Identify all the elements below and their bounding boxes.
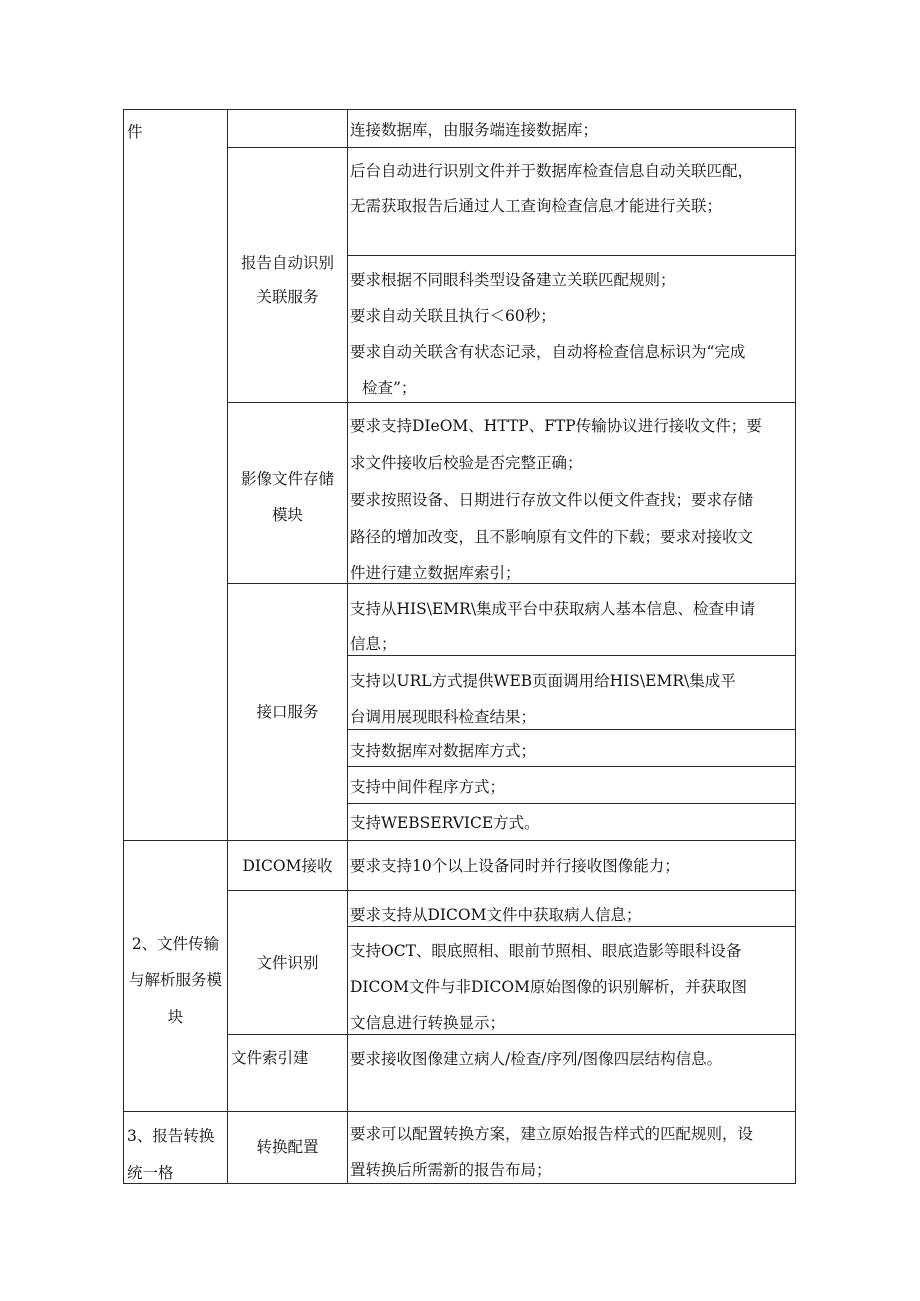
section-divider — [123, 840, 796, 841]
requirement-text: 要求按照设备、日期进行存放文件以便文件查找；要求存储 — [350, 491, 754, 509]
requirement-text: 信息； — [350, 635, 397, 653]
requirement-text: 要求自动关联且执行＜60秒； — [350, 307, 556, 325]
section-divider — [123, 1111, 796, 1112]
column-divider-1 — [227, 109, 228, 1184]
requirement-text: 件进行建立数据库索引； — [350, 564, 521, 582]
row-divider — [347, 729, 796, 730]
section-label: 3、报告转换 — [127, 1127, 215, 1145]
group-divider — [227, 1034, 796, 1035]
section-label: 统一格 — [127, 1164, 174, 1182]
feature-label: 关联服务 — [256, 288, 319, 306]
requirement-text: 支持OCT、眼底照相、眼前节照相、眼底造影等眼科设备 — [350, 942, 742, 960]
row-divider — [347, 766, 796, 767]
requirement-text: 检查”； — [362, 379, 417, 397]
row-divider — [347, 255, 796, 256]
section-label: 块 — [167, 1008, 184, 1026]
row-divider — [347, 803, 796, 804]
requirement-text: 要求支持10个以上设备同时并行接收图像能力； — [350, 857, 680, 875]
requirement-text: 连接数据库，由服务端连接数据库； — [350, 121, 599, 139]
group-divider — [227, 583, 796, 584]
row-divider — [347, 926, 796, 927]
requirement-text: 置转换后所需新的报告布局； — [350, 1161, 552, 1179]
requirement-text: 支持数据库对数据库方式； — [350, 742, 537, 760]
feature-label: 报告自动识别 — [240, 254, 334, 272]
table-border-right — [795, 109, 796, 1184]
feature-label: 模块 — [271, 506, 303, 524]
feature-label: 影像文件存储 — [240, 470, 334, 488]
table-border-bottom — [123, 1183, 796, 1184]
table-border-top — [123, 109, 796, 110]
requirement-text: 求文件接收后校验是否完整正确； — [350, 454, 583, 472]
requirement-text: 支持从HIS\EMR\集成平台中获取病人基本信息、检查申请 — [350, 600, 756, 618]
requirement-text: 文信息进行转换显示； — [350, 1014, 506, 1032]
group-divider — [227, 890, 796, 891]
requirement-text: 台调用展现眼科检查结果； — [350, 708, 537, 726]
requirement-text: 后台自动进行识别文件并于数据库检查信息自动关联匹配， — [350, 162, 754, 180]
requirement-text: 要求可以配置转换方案，建立原始报告样式的匹配规则，设 — [350, 1125, 754, 1143]
feature-label: 转换配置 — [256, 1138, 319, 1156]
requirement-text: DICOM文件与非DICOM原始图像的识别解析，并获取图 — [350, 978, 747, 996]
feature-label: 文件索引建 — [231, 1049, 309, 1067]
requirement-text: 要求支持DIeOM、HTTP、FTP传输协议进行接收文件；要 — [350, 417, 762, 435]
requirement-text: 支持中间件程序方式； — [350, 778, 506, 796]
feature-label: 文件识别 — [256, 954, 319, 972]
row-divider — [347, 655, 796, 656]
requirement-text: 路径的增加改变，且不影响原有文件的下载；要求对接收文 — [350, 528, 754, 546]
requirement-text: 要求接收图像建立病人/检查/序列/图像四层结构信息。 — [350, 1050, 723, 1068]
requirement-text: 支持WEBSERVICE方式。 — [350, 814, 540, 832]
section-label: 2、文件传输 — [131, 935, 220, 953]
feature-label: DICOM接收 — [242, 857, 333, 875]
requirement-text: 要求根据不同眼科类型设备建立关联匹配规则； — [350, 271, 676, 289]
section-label: 与解析服务模 — [128, 971, 222, 989]
section-label: 件 — [127, 123, 143, 141]
requirement-text: 无需获取报告后通过人工查询检查信息才能进行关联； — [350, 197, 723, 215]
column-divider-2 — [347, 109, 348, 1184]
feature-label: 接口服务 — [256, 703, 319, 721]
group-divider — [227, 147, 796, 148]
requirement-text: 支持以URL方式提供WEB页面调用给HIS\EMR\集成平 — [350, 672, 736, 690]
requirement-text: 要求自动关联含有状态记录，自动将检查信息标识为“完成 — [350, 343, 746, 361]
requirement-text: 要求支持从DICOM文件中获取病人信息； — [350, 906, 642, 924]
group-divider — [227, 402, 796, 403]
